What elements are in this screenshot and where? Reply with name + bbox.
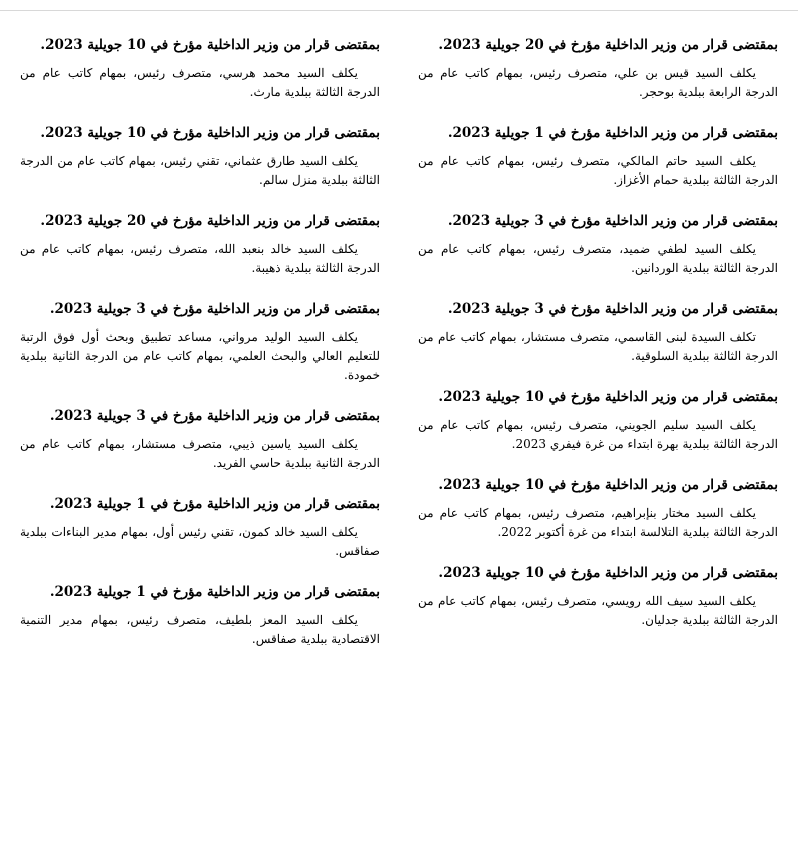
decree-body: يكلف السيد المعز بلطيف، متصرف رئيس، بمهام مدير التنمية الاقتصادية ببلدية صفاقس.	[20, 613, 380, 646]
decree-body: يكلف السيد محمد هرسي، متصرف رئيس، بمهام كاتب عام من الدرجة الثالثة ببلدية مارث.	[20, 66, 380, 99]
decree-entry	[20, 124, 380, 190]
decree-title: بمقتضى قرار من وزير الداخلية مؤرخ في 10 جويلية 2023.	[40, 125, 380, 141]
decree-body: يكلف السيد سيف الله رويسي، متصرف رئيس، بمهام كاتب عام من الدرجة الثالثة ببلدية جدليان.	[418, 594, 778, 627]
document-page	[20, 18, 778, 863]
decree-title: بمقتضى قرار من وزير الداخلية مؤرخ في 20 جويلية 2023.	[40, 213, 380, 229]
left-column	[20, 18, 380, 863]
page-top-border	[0, 10, 798, 11]
decree-title: بمقتضى قرار من وزير الداخلية مؤرخ في 10 جويلية 2023.	[438, 477, 778, 493]
decree-body: يكلف السيد لطفي ضميد، متصرف رئيس، بمهام كاتب عام من الدرجة الثالثة ببلدية الوردانين.	[418, 242, 778, 275]
decree-entry	[418, 212, 778, 278]
decree-body: تكلف السيدة لبنى القاسمي، متصرف مستشار، بمهام كاتب عام من الدرجة الثالثة ببلدية السلوقية.	[418, 330, 778, 363]
decree-entry	[418, 300, 778, 366]
decree-title: بمقتضى قرار من وزير الداخلية مؤرخ في 10 جويلية 2023.	[438, 389, 778, 405]
decree-entry	[418, 388, 778, 454]
decree-body: يكلف السيد قيس بن علي، متصرف رئيس، بمهام كاتب عام من الدرجة الرابعة ببلدية بوحجر.	[418, 66, 778, 99]
right-column	[418, 18, 778, 863]
decree-entry	[20, 495, 380, 561]
decree-entry	[418, 476, 778, 542]
decree-entry	[20, 300, 380, 385]
decree-title: بمقتضى قرار من وزير الداخلية مؤرخ في 1 جويلية 2023.	[49, 496, 380, 512]
decree-entry	[418, 36, 778, 102]
decree-body: يكلف السيد سليم الجويني، متصرف رئيس، بمهام كاتب عام من الدرجة الثالثة ببلدية بهرة ابتداء من غرة فيفري 2023.	[418, 418, 778, 451]
decree-body: يكلف السيد مختار بنإبراهيم، متصرف رئيس، بمهام كاتب عام من الدرجة الثالثة ببلدية التلالسة ابتداء من غرة أكتوبر 2022.	[418, 506, 778, 539]
decree-title: بمقتضى قرار من وزير الداخلية مؤرخ في 1 جويلية 2023.	[447, 125, 778, 141]
decree-title: بمقتضى قرار من وزير الداخلية مؤرخ في 20 جويلية 2023.	[438, 37, 778, 53]
decree-body: يكلف السيد خالد بنعبد الله، متصرف رئيس، بمهام كاتب عام من الدرجة الثالثة ببلدية ذهيبة.	[20, 242, 380, 275]
decree-entry	[20, 212, 380, 278]
decree-title: بمقتضى قرار من وزير الداخلية مؤرخ في 3 جويلية 2023.	[447, 301, 778, 317]
decree-title: بمقتضى قرار من وزير الداخلية مؤرخ في 3 جويلية 2023.	[49, 301, 380, 317]
decree-entry	[418, 124, 778, 190]
decree-entry	[418, 564, 778, 630]
decree-title: بمقتضى قرار من وزير الداخلية مؤرخ في 3 جويلية 2023.	[49, 408, 380, 424]
decree-body: يكلف السيد حاتم المالكي، متصرف رئيس، بمهام كاتب عام من الدرجة الثالثة ببلدية حمام الأغزاز.	[418, 154, 778, 187]
decree-title: بمقتضى قرار من وزير الداخلية مؤرخ في 3 جويلية 2023.	[447, 213, 778, 229]
decree-body: يكلف السيد ياسين ذيبي، متصرف مستشار، بمهام كاتب عام من الدرجة الثانية ببلدية حاسي الفريد.	[20, 437, 380, 470]
decree-entry	[20, 583, 380, 649]
decree-body: يكلف السيد الوليد مرواني، مساعد تطبيق وبحث أول فوق الرتبة للتعليم العالي والبحث العلمي، بمهام كاتب عام من الدرجة الثانية ببلدية خمودة.	[20, 330, 380, 382]
decree-entry	[20, 36, 380, 102]
decree-entry	[20, 407, 380, 473]
decree-title: بمقتضى قرار من وزير الداخلية مؤرخ في 1 جويلية 2023.	[49, 584, 380, 600]
decree-body: يكلف السيد طارق عثماني، تقني رئيس، بمهام كاتب عام من الدرجة الثالثة ببلدية منزل سالم.	[20, 154, 380, 187]
decree-title: بمقتضى قرار من وزير الداخلية مؤرخ في 10 جويلية 2023.	[40, 37, 380, 53]
decree-title: بمقتضى قرار من وزير الداخلية مؤرخ في 10 جويلية 2023.	[438, 565, 778, 581]
decree-body: يكلف السيد خالد كمون، تقني رئيس أول، بمهام مدير البناءات ببلدية صفاقس.	[20, 525, 380, 558]
